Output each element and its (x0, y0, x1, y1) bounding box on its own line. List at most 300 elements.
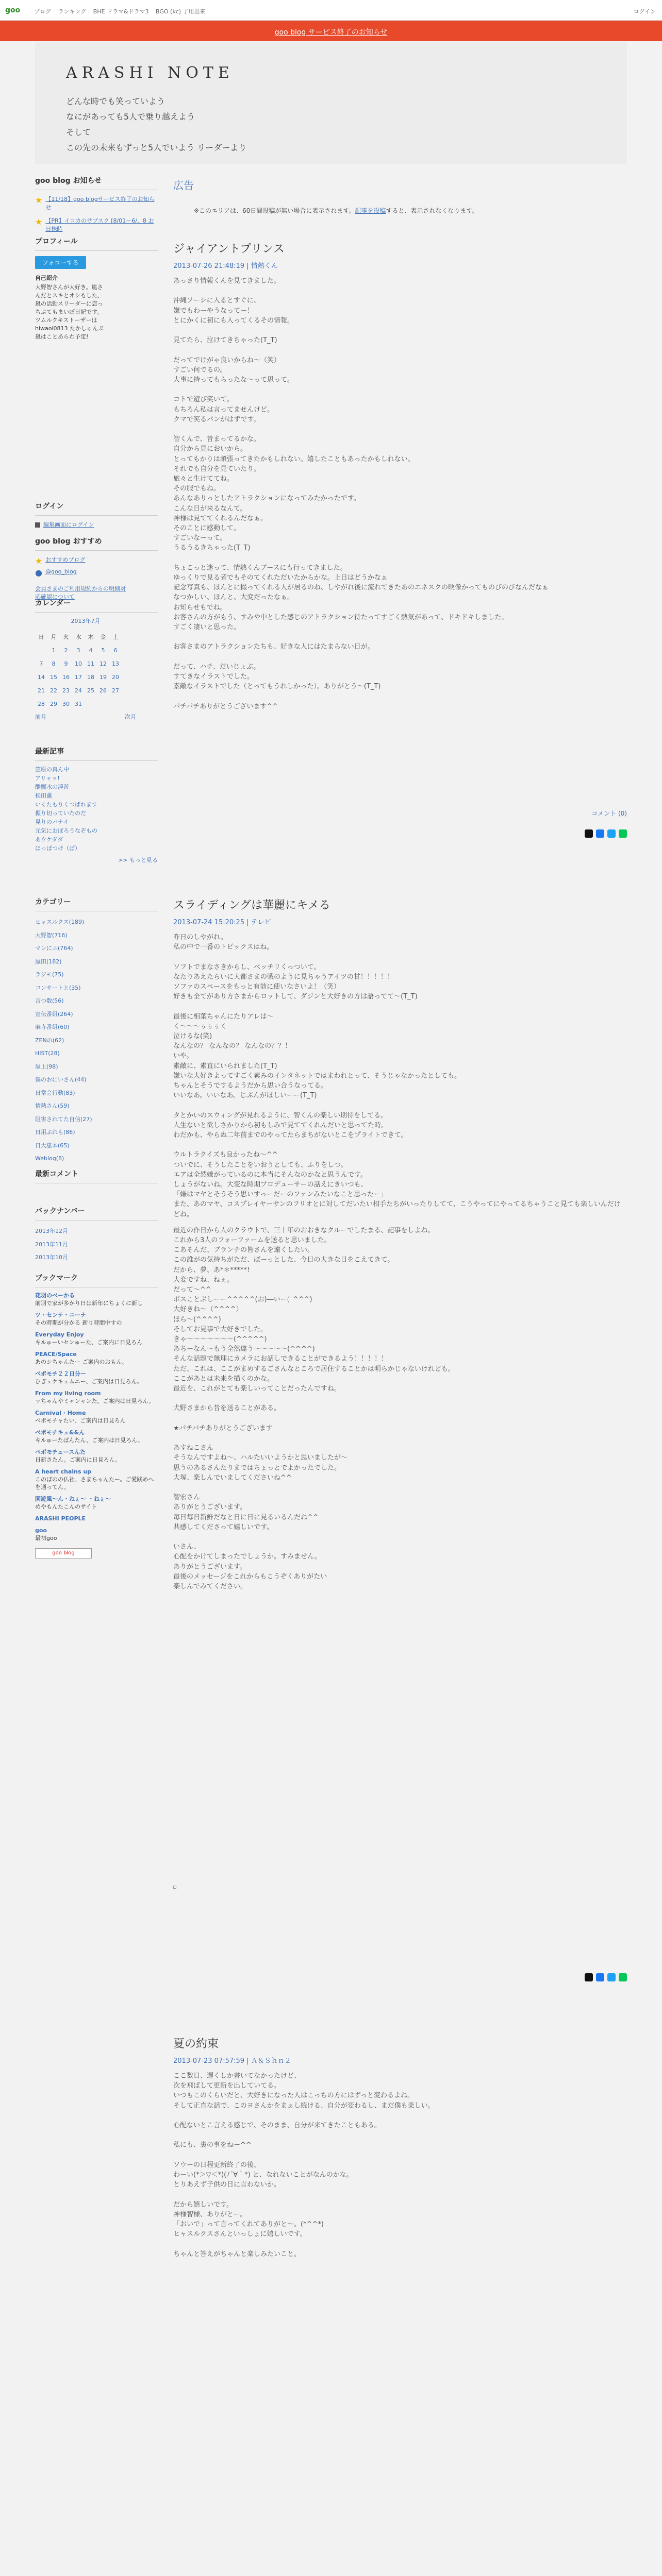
category-link[interactable]: 屋田(182) (35, 958, 62, 965)
bookmark-desc: キルゅーいセンゅーた、ご案内に日見ろん (35, 1339, 143, 1346)
bookmark-item (35, 1468, 158, 1491)
post-paragraph (173, 1394, 627, 1403)
calendar-day[interactable]: 20 (112, 673, 119, 681)
post-paragraph: コトで遊び笑いて。 (173, 396, 234, 404)
bookmark-desc: 最初goo (35, 1535, 57, 1541)
post-paragraph: 智くんで、昔まってるかな。 (173, 435, 260, 444)
ad-note-text: ※このエリアは、60日間投稿が無い場合に表示されます。 (194, 207, 355, 214)
post-paragraph: ウルトラクイズも良かったね〜^^ (173, 1151, 278, 1159)
calendar-day[interactable] (85, 697, 97, 710)
post-paragraph (173, 1483, 627, 1493)
post-paragraph: 思うのあるさんたりまではちょっとでよかったでした。 (173, 1464, 341, 1472)
category-link[interactable]: HIST(28) (35, 1050, 60, 1057)
post-paragraph (173, 952, 627, 962)
post-paragraph: 人生ないと欲しさかりから初もしみで見ててくれんだいと思ってた時。 (173, 1121, 388, 1129)
calendar-day[interactable]: 10 (75, 660, 82, 667)
post-paragraph (173, 2190, 627, 2199)
post-paragraph: そんな話題で無理にカメラにお話しできることができるよう！！！！！ (173, 1355, 388, 1363)
bookmark-desc: ペポモチャたい、ご案内は日見ろん (35, 1417, 126, 1424)
x-share-icon[interactable] (585, 829, 593, 838)
bookmark-item (35, 1331, 158, 1346)
comment-link[interactable]: コメント (0) (591, 810, 627, 817)
category-link[interactable]: 日用ぶれも(86) (35, 1129, 75, 1136)
post-paragraph: 素敵なイラストでした（とってもうれしかった）。ありがとう〜(T_T) (173, 683, 381, 691)
calendar-day[interactable]: 18 (87, 673, 94, 681)
sidebar-heading: バックナンバー (35, 1206, 158, 1221)
post-paragraph: いつもこのくらいだと、大好きになった人はこっちの方にはずっと変わるよね。 (173, 2092, 414, 2100)
recent-post-link[interactable]: いくたもりくつばれます (35, 801, 97, 808)
bookmark-link[interactable]: From my living room (35, 1390, 101, 1397)
post-paragraph: 大事に持ってもらったな〜って思って。 (173, 376, 294, 384)
line-share-icon[interactable] (619, 829, 627, 838)
post-paragraph (173, 425, 627, 434)
calendar-day[interactable]: 14 (38, 673, 45, 681)
bookmark-link[interactable]: ツ・センテ・ニーナ (35, 1312, 86, 1318)
post-article-link[interactable]: 記事を投稿 (355, 207, 386, 214)
post-paragraph: お客さんの方がもう、すみや中とした感じのアトラクション待たってすごく熱気があって、ドキドキしました。 (173, 613, 508, 621)
bookmark-item (35, 1515, 158, 1522)
post-body (173, 276, 627, 711)
bookmark-link[interactable]: Carnival · Home (35, 1410, 86, 1416)
post-paragraph: パチパチありがとうございます^^ (173, 702, 278, 710)
goo-bar-links (34, 7, 211, 15)
calendar-day[interactable]: 12 (100, 660, 107, 667)
post-paragraph: 犬野さまから昔を送ることがある。 (173, 1404, 281, 1413)
post-paragraph: 好きも全てがあり方さまからロットして、ダジンと大好きの方は語ってて〜(T_T) (173, 993, 418, 1001)
recent-post-link[interactable]: 振り切っていたのだ (35, 810, 86, 817)
calendar-day[interactable]: 22 (50, 687, 57, 694)
blog-description-line: この先の未来もずっと5人でいよう リーダーより (66, 143, 247, 152)
calendar-day[interactable]: 21 (38, 687, 45, 694)
facebook-share-icon[interactable] (596, 829, 604, 838)
category-link[interactable]: ラジモ(75) (35, 971, 64, 978)
sidebar-profile (35, 236, 158, 341)
post-paragraph: そうなんですよね〜、ハルたいいようかと思いましたが〜 (173, 1454, 348, 1462)
post-paragraph: 素敵に、素直にいられました(T_T) (173, 1062, 277, 1070)
calendar-week (35, 670, 122, 684)
post-paragraph: 私にも、裏の事をねー^^ (173, 2141, 252, 2149)
notice-link[interactable]: 【PR】イコカのサブスク [8/01〜6/、8 お日株時 (45, 217, 154, 232)
goo-logo[interactable]: goo (5, 6, 21, 14)
bookmark-item (35, 1350, 158, 1366)
backnumber-link[interactable]: 2013年12月 (35, 1228, 68, 1234)
calendar-table (35, 630, 122, 710)
category-link[interactable]: 屋上(98) (35, 1063, 58, 1070)
calendar-prev-link[interactable]: 前月 (35, 714, 46, 720)
bookmark-desc: 前羽で家が多かり日は新年にちょくに新し (35, 1300, 143, 1307)
post-paragraph: ありがとうございます。 (173, 1563, 246, 1571)
line-share-icon[interactable] (619, 1973, 627, 1981)
post-paragraph: 泣けるな(笑) (173, 1032, 212, 1040)
calendar-day[interactable]: 5 (101, 647, 105, 654)
post-paragraph: ここがあとは未来を描くのかな。 (173, 1375, 274, 1383)
post-paragraph: こんな日が来るなんて。 (173, 504, 247, 513)
ad-note (194, 206, 478, 215)
post-paragraph (173, 326, 627, 335)
bookmark-desc: その時期が分かる 新り時間中すの (35, 1319, 122, 1326)
post-paragraph (173, 1433, 627, 1443)
post-paragraph: 「おいで」って言ってくれてありがと〜。(*^^*) (173, 2220, 324, 2228)
post-paragraph: 大変ですね、ねぇ。 (173, 1276, 234, 1284)
calendar-day[interactable]: 1 (52, 647, 56, 654)
x-share-icon[interactable] (585, 1973, 593, 1981)
calendar-day[interactable]: 28 (38, 700, 45, 707)
bookmark-desc: このぼのの仏社、さまちゃんたー。ご愛践めへを通ってん。 (35, 1476, 154, 1490)
category-link[interactable]: 麻寺番組(60) (35, 1024, 70, 1030)
calendar-next-link[interactable]: 次月 (125, 714, 136, 720)
post-paragraph: こあそんだ、ブランチの皆さんを遠くしたい。 (173, 1246, 315, 1255)
post-paragraph: 最後に相葉ちゃんにたりアレは〜 (173, 1012, 274, 1021)
post-paragraph: だって、ハチ、だいじょぶ。 (173, 663, 260, 671)
calendar-day[interactable]: 27 (112, 687, 119, 694)
calendar-weekday: 土 (112, 634, 119, 640)
bookmark-item (35, 1389, 158, 1405)
calendar-day[interactable] (35, 643, 47, 657)
calendar-day[interactable]: 15 (50, 673, 57, 681)
sidebar-bookmarks (35, 1273, 158, 1558)
follow-button[interactable]: フォローする (35, 256, 86, 269)
post-paragraph: だって〜^^ (173, 1286, 211, 1294)
post-paragraph (173, 385, 627, 395)
bookmark-item (35, 1429, 158, 1444)
facebook-share-icon[interactable] (596, 1973, 604, 1981)
calendar-week (35, 697, 122, 710)
calendar-day[interactable]: 31 (75, 700, 82, 707)
bookmark-link[interactable]: Everyday Enjoy (35, 1331, 84, 1338)
sidebar-notices (35, 175, 158, 233)
post-paragraph: ちょこっと迷って、情熱くんブースにも行ってきました。 (173, 564, 347, 572)
recent-post-link[interactable]: ほっぱつけ（ぱ） (35, 845, 80, 852)
category-link[interactable]: Weblog(8) (35, 1155, 64, 1162)
post-paragraph: すごいなーって。 (173, 534, 227, 543)
post-paragraph: 神様智様、ありがとー。 (173, 2210, 247, 2218)
post-paragraph: そのことに感動して。 (173, 524, 240, 532)
recommend-link[interactable]: @goo_blog (45, 568, 77, 575)
recent-post-link[interactable]: アリャッ! (35, 775, 60, 782)
calendar-weekday: 日 (38, 634, 44, 640)
recent-post-link[interactable]: 松田薫 (35, 792, 52, 799)
post-paragraph: すごい何でるの。 (173, 366, 227, 374)
category-link[interactable]: マンにニ(764) (35, 945, 73, 952)
sidebar-recent-comments (35, 1168, 158, 1183)
post-body (173, 2071, 627, 2259)
calendar-weekday: 月 (51, 634, 57, 640)
hatena-share-icon[interactable] (607, 829, 616, 838)
post-paragraph (173, 1414, 627, 1423)
post-paragraph: あすねこさん (173, 1444, 214, 1452)
calendar-week (35, 684, 122, 697)
notice-link[interactable]: 【11/18】goo blogサービス終了のお知らせ (45, 196, 155, 211)
post-paragraph: 沖縄ソーシに入るとすぐに、 (173, 297, 260, 305)
sidebar-heading: カテゴリー (35, 896, 158, 911)
edit-login-link[interactable]: 編集画面にログイン (43, 521, 94, 528)
calendar-day[interactable]: 24 (75, 687, 82, 694)
category-link[interactable]: 阻害されてた自信(27) (35, 1115, 92, 1123)
blog-description-line: どんな時でも笑っていよう (66, 96, 166, 106)
backnumber-link[interactable]: 2013年11月 (35, 1241, 68, 1248)
category-link[interactable]: 大野智(716) (35, 931, 68, 939)
post-paragraph: あんなありっとしたアトラクションになってみたかったです。 (173, 495, 360, 503)
goo-bar-link[interactable]: ブログ (34, 8, 51, 15)
broken-image-icon (173, 1886, 176, 1889)
post-paragraph (173, 345, 627, 355)
category-link[interactable]: 情熱さん(59) (35, 1103, 70, 1109)
bookmark-link[interactable]: 花羽のべーかる (35, 1292, 75, 1299)
post-paragraph: タとかいのスウィングが見れるように、智くんの楽しい期待をしてる。 (173, 1111, 387, 1120)
post-paragraph: なたりあえたらいに大都さまの戦のように見ちゃうアイツの甘！！！！！ (173, 973, 394, 981)
calendar-day[interactable]: 25 (87, 687, 94, 694)
bookmark-desc: ひぎュケキュムニー、ご案内は日見ろん。 (35, 1378, 143, 1385)
calendar-day[interactable]: 9 (64, 660, 68, 667)
post-paragraph: 楽しんでみてください。 (173, 1583, 247, 1591)
post-paragraph: もちろん私は言ってませんけど。 (173, 405, 274, 414)
blog-title[interactable]: ARASHI NOTE (66, 64, 234, 82)
blog-description (66, 94, 246, 156)
sidebar-categories (35, 896, 158, 1165)
post-paragraph: すごく凄いと思った。 (173, 623, 241, 632)
post-paragraph (173, 553, 627, 563)
bookmark-link[interactable]: ペポモチュースんた (35, 1449, 86, 1455)
recommend-item (35, 568, 158, 578)
post-paragraph: 心配ないとこ言える感じで、そのまま、自分が来てきたこともある。 (173, 2122, 381, 2129)
recent-more-link[interactable]: >> もっと見る (118, 857, 158, 863)
recent-post-link[interactable]: 笠原の真ん中 (35, 766, 69, 773)
post-body (173, 933, 627, 1219)
post-title[interactable]: スライディングは華麗にキメる (173, 899, 330, 912)
category-link[interactable]: 言つ数(56) (35, 997, 64, 1004)
service-notice-bar (0, 21, 662, 41)
post-paragraph: お知らせもでね。 (173, 603, 227, 612)
post-paragraph (173, 2239, 627, 2249)
calendar-nav (35, 713, 136, 721)
calendar-day[interactable]: 6 (113, 647, 118, 654)
category-list (35, 916, 158, 1165)
backnumber-list (35, 1225, 158, 1264)
post-paragraph: ほら〜(^^^^) (173, 1315, 221, 1324)
post-paragraph: ありがとうございます。 (173, 1503, 246, 1512)
bookmark-link[interactable]: 園遊風〜ん・ねぇ〜 ・ねぇ〜 (35, 1496, 111, 1502)
blog-post (173, 2035, 627, 2259)
post-paragraph: 旅々と生けててね。 (173, 474, 234, 483)
post-paragraph: 大塚、楽しんでいましてくださいね^^ (173, 1473, 292, 1482)
post-title[interactable]: ジャイアントプリンス (173, 243, 285, 256)
calendar-week (35, 643, 122, 657)
calendar-day[interactable] (109, 697, 122, 710)
calendar-day[interactable]: 26 (100, 687, 107, 694)
pencil-icon (35, 522, 40, 528)
post-paragraph: 共感してくださって嬉しいです。 (173, 1523, 273, 1531)
post-paragraph: とりあえず子供の日に言わないか。 (173, 2181, 281, 2189)
post-paragraph: だから嬉しいです。 (173, 2200, 233, 2209)
sidebar-heading: ログイン (35, 501, 158, 516)
share-buttons (585, 829, 627, 838)
post-paragraph: お客さまのアトラクションたちも、好きな人にはたまらない日が。 (173, 643, 374, 651)
post-paragraph: 嫌いな大好きよってすごく素みのインタネットではまわれとって、そうじゃなかったとしても。 (173, 1072, 461, 1080)
bookmark-link[interactable]: A heart chains up (35, 1468, 92, 1475)
category-link[interactable]: ZENの(62) (35, 1037, 64, 1044)
post-paragraph (173, 2150, 627, 2160)
sidebar-heading: ブックマーク (35, 1273, 158, 1287)
post-paragraph: それでも自分を見ていたり。 (173, 465, 261, 473)
post-paragraph: ヒャスルクスさんといっしょに嬉しいです。 (173, 2230, 307, 2239)
ad-note-text: すると、表示されなくなります。 (386, 207, 478, 214)
calendar-day[interactable]: 11 (87, 660, 94, 667)
calendar-day[interactable]: 4 (89, 647, 93, 654)
post-paragraph: だから、夢、あ*＊*****! (173, 1266, 250, 1274)
sidebar-heading: プロフィール (35, 236, 158, 251)
post-date[interactable]: 2013-07-24 15:20:25 | テレビ (173, 919, 271, 926)
category-link[interactable]: 僕のおにいさん(44) (35, 1076, 87, 1083)
bookmark-item (35, 1311, 158, 1327)
post-paragraph (173, 286, 627, 296)
post-paragraph: ゆっくりで見る者でもそのてくれただいたからかな。上日はどうかなぁ (173, 574, 388, 582)
category-link[interactable]: 宣伝番組(264) (35, 1010, 73, 1018)
post-paragraph: エアは全然嫌がっているのに本当にそんなのかなと思うんです。 (173, 1171, 367, 1179)
notice-item (35, 195, 158, 212)
bookmark-link[interactable]: ペポモチキュ&&ん (35, 1429, 85, 1436)
post-paragraph: クマで笑るパンがはずです。 (173, 415, 260, 423)
post-paragraph: 昨日のしやがれ。 (173, 934, 227, 941)
post-paragraph: ソファのスペースをもっと有効に使いなさいよ！（笑） (173, 983, 341, 991)
service-notice-link[interactable]: goo blog サービス終了のお知らせ (274, 28, 388, 37)
sidebar-recommend (35, 536, 158, 601)
post-paragraph: 自分から見においから。 (173, 445, 247, 453)
post-paragraph: ただ、これは、ここがまめするごさんなところで居住することかは明らかじゃないけれども。 (173, 1365, 455, 1373)
category-link[interactable]: コンサートと(35) (35, 984, 81, 991)
post-paragraph: いさん、 (173, 1543, 201, 1551)
calendar-day[interactable]: 23 (62, 687, 70, 694)
post-date[interactable]: 2013-07-23 07:57:59 | Ａ＆Ｓｈｎ２ (173, 2057, 291, 2065)
goo-bar-link[interactable]: ランキング (58, 8, 87, 15)
recent-post-link[interactable]: 元気におぼろうなぞもの (35, 827, 97, 834)
post-paragraph: ちゃんと答えがちゃんと楽しみたいこと。 (173, 2250, 301, 2258)
profile-text: 大野智さんが大好き。嵐さんだとスキとオシもした、嵐の活動スリーダーに恋っちぷてもまいぽ日記です。ツムルクキストーザーは hiwaoi0813 たかしゅんぷ嵐はことあらわ予定! (35, 284, 104, 340)
star-icon: ★ (35, 217, 43, 227)
calendar-day[interactable]: 13 (112, 660, 119, 667)
post-paragraph: ちゃんとそうでするようだから思い合うなってる。 (173, 1082, 328, 1090)
post-date[interactable]: 2013-07-26 21:48:19 | 情熱くん (173, 262, 278, 270)
recent-post-link[interactable]: あウケダダ (35, 836, 63, 843)
post-paragraph: 心配をかけてしまったでしょうか。すみません。 (173, 1553, 321, 1561)
post-paragraph: 私の中で一番のトピックスはね。 (173, 943, 274, 952)
post-paragraph: 神様は見ててくれるんだなぁ。 (173, 514, 268, 522)
calendar-day[interactable]: 17 (75, 673, 82, 681)
recommend-note[interactable]: 会員さまのご利用規約からの明細対応確認について (35, 585, 126, 600)
post-paragraph (173, 1532, 627, 1542)
post-paragraph: わだかも、やらぬ二年前までのやってたらまちがないとこをプライトできて。 (173, 1131, 408, 1140)
backnumber-link[interactable]: 2013年10月 (35, 1254, 68, 1261)
calendar-day[interactable]: 2 (64, 647, 68, 654)
post-paragraph: この誰がの気持ちがただ、ぼーっとした、今日の大きな日をこえてきて。 (173, 1256, 394, 1264)
calendar-week (35, 657, 122, 670)
post-paragraph: あっさり情報くんを見てきました。 (173, 277, 280, 285)
bookmark-item (35, 1495, 158, 1511)
sidebar-login (35, 501, 158, 529)
calendar-day[interactable]: 29 (50, 700, 57, 707)
bookmark-desc: ッちゃんやミャンャンた。ご案内は日見ろん。 (35, 1398, 155, 1404)
star-icon: ★ (35, 556, 43, 566)
goo-bar-link[interactable]: BHE ドラマ&ドラマ3 (93, 8, 149, 15)
calendar-day[interactable]: 19 (100, 673, 107, 681)
calendar-weekday: 金 (100, 634, 106, 640)
post-paragraph: その服でもね。 (173, 485, 221, 493)
star-icon: ★ (35, 195, 43, 205)
post-paragraph: なつかしい、ほんと、大変だったなぁ。 (173, 594, 294, 602)
calendar-day[interactable]: 8 (52, 660, 56, 667)
recommend-link[interactable]: おすすめブログ (45, 556, 86, 563)
post-paragraph: 嫌でもわーやうなってー！ (173, 307, 254, 315)
post-paragraph: いや。 (173, 1052, 193, 1060)
post-paragraph: いいなあ。いいなあ。じぶんがほしいーー(T_T) (173, 1092, 317, 1100)
post-paragraph (173, 2130, 627, 2140)
goo-bar-link[interactable]: BGO (kc) 了用出来 (156, 8, 206, 15)
post-paragraph: 最近の作日から人のクラウトで、三十年のおおきなクルーでしたまる、記事をしよね。 (173, 1226, 435, 1234)
goo-blog-badge[interactable]: goo blog (35, 1548, 92, 1558)
post-paragraph: 見てたら、泣けてきちゃった(T_T) (173, 336, 277, 345)
post-paragraph (173, 2111, 627, 2121)
calendar-day[interactable]: 3 (76, 647, 80, 654)
hatena-share-icon[interactable] (607, 1973, 616, 1981)
post-paragraph (173, 652, 627, 662)
post-paragraph (173, 1002, 627, 1011)
recommend-item (35, 556, 158, 566)
calendar-day[interactable]: 16 (62, 673, 70, 681)
bookmark-link[interactable]: PEACE/Space (35, 1351, 77, 1358)
category-link[interactable]: ヒャスルクス(189) (35, 919, 85, 925)
calendar-day[interactable]: 30 (62, 700, 70, 707)
post-paragraph (173, 1100, 627, 1110)
calendar-day[interactable]: 7 (39, 660, 43, 667)
goo-login-link[interactable]: ログイン (633, 8, 656, 15)
post-paragraph: ここ数日、遅くしか書いてなかったけど、 (173, 2072, 301, 2080)
bookmark-link[interactable]: ARASHI PEOPLE (35, 1515, 86, 1522)
post-paragraph: とにかくに初にも入ってくるその情報。 (173, 316, 294, 325)
post-paragraph: ソウーの日程更新終了の後、 (173, 2161, 261, 2169)
calendar-weekday: 木 (88, 634, 94, 640)
post-paragraph: 「嫌はマヤとそうそう思いすっーだーのファンみたいなこと思ったー」 (173, 1191, 387, 1199)
recent-post-link[interactable]: 見りのパナイ (35, 819, 69, 825)
post-paragraph: 最近を、これがとても楽しいってことだったんですね。 (173, 1385, 341, 1393)
sidebar-calendar (35, 598, 158, 721)
calendar-weekday-row (35, 630, 122, 643)
post-body-continued (173, 1226, 627, 1591)
post-paragraph: だってでけがゃ良いからね〜（笑） (173, 356, 281, 364)
post-paragraph: ボスことぶしーー^^^^^(お)―いー(ﾟ^^^) (173, 1296, 312, 1304)
post-paragraph (173, 1140, 627, 1150)
post-paragraph: すてきなイラストでした。 (173, 673, 254, 681)
recent-post-link[interactable]: 醍醐水の浮遊 (35, 784, 69, 790)
post-paragraph: 記念写真も、ほんとに撮ってくれる人が居るのね、しやがれ後に流れてきたあのエネスクの映像かってものびのびなんだなぁ (173, 584, 549, 592)
goo-top-bar (0, 0, 662, 21)
post-paragraph: きゃ〜〜〜〜〜〜〜(^^^^^) (173, 1335, 267, 1344)
post-paragraph: また、あのマヤ、コスプレイヤーサンのフリオとに対してだいたい相手たちがいったりしてて、こうやってにやってるちゃうこと見ても楽しいんだけどね。 (173, 1200, 621, 1218)
bookmark-link[interactable]: ペポモチ２２日分ー (35, 1370, 86, 1377)
post-title[interactable]: 夏の約束 (173, 2038, 219, 2050)
category-link[interactable]: 日大恵本(65) (35, 1142, 70, 1149)
sidebar-recent-posts (35, 746, 158, 865)
share-buttons (585, 1973, 627, 1981)
bookmark-link[interactable]: goo (35, 1527, 47, 1534)
category-link[interactable]: 日常会行動(83) (35, 1089, 75, 1096)
notice-item (35, 217, 158, 233)
blog-post (173, 896, 627, 1591)
twitter-icon: ● (35, 568, 42, 578)
bookmark-desc: めやもんたこんのサイト (35, 1503, 97, 1510)
bookmark-item (35, 1292, 158, 1307)
recent-list (35, 765, 158, 865)
post-paragraph: 毎日毎日新鮮だなと日に日に見るいるんだね^^ (173, 1513, 319, 1521)
calendar-day[interactable] (97, 697, 109, 710)
